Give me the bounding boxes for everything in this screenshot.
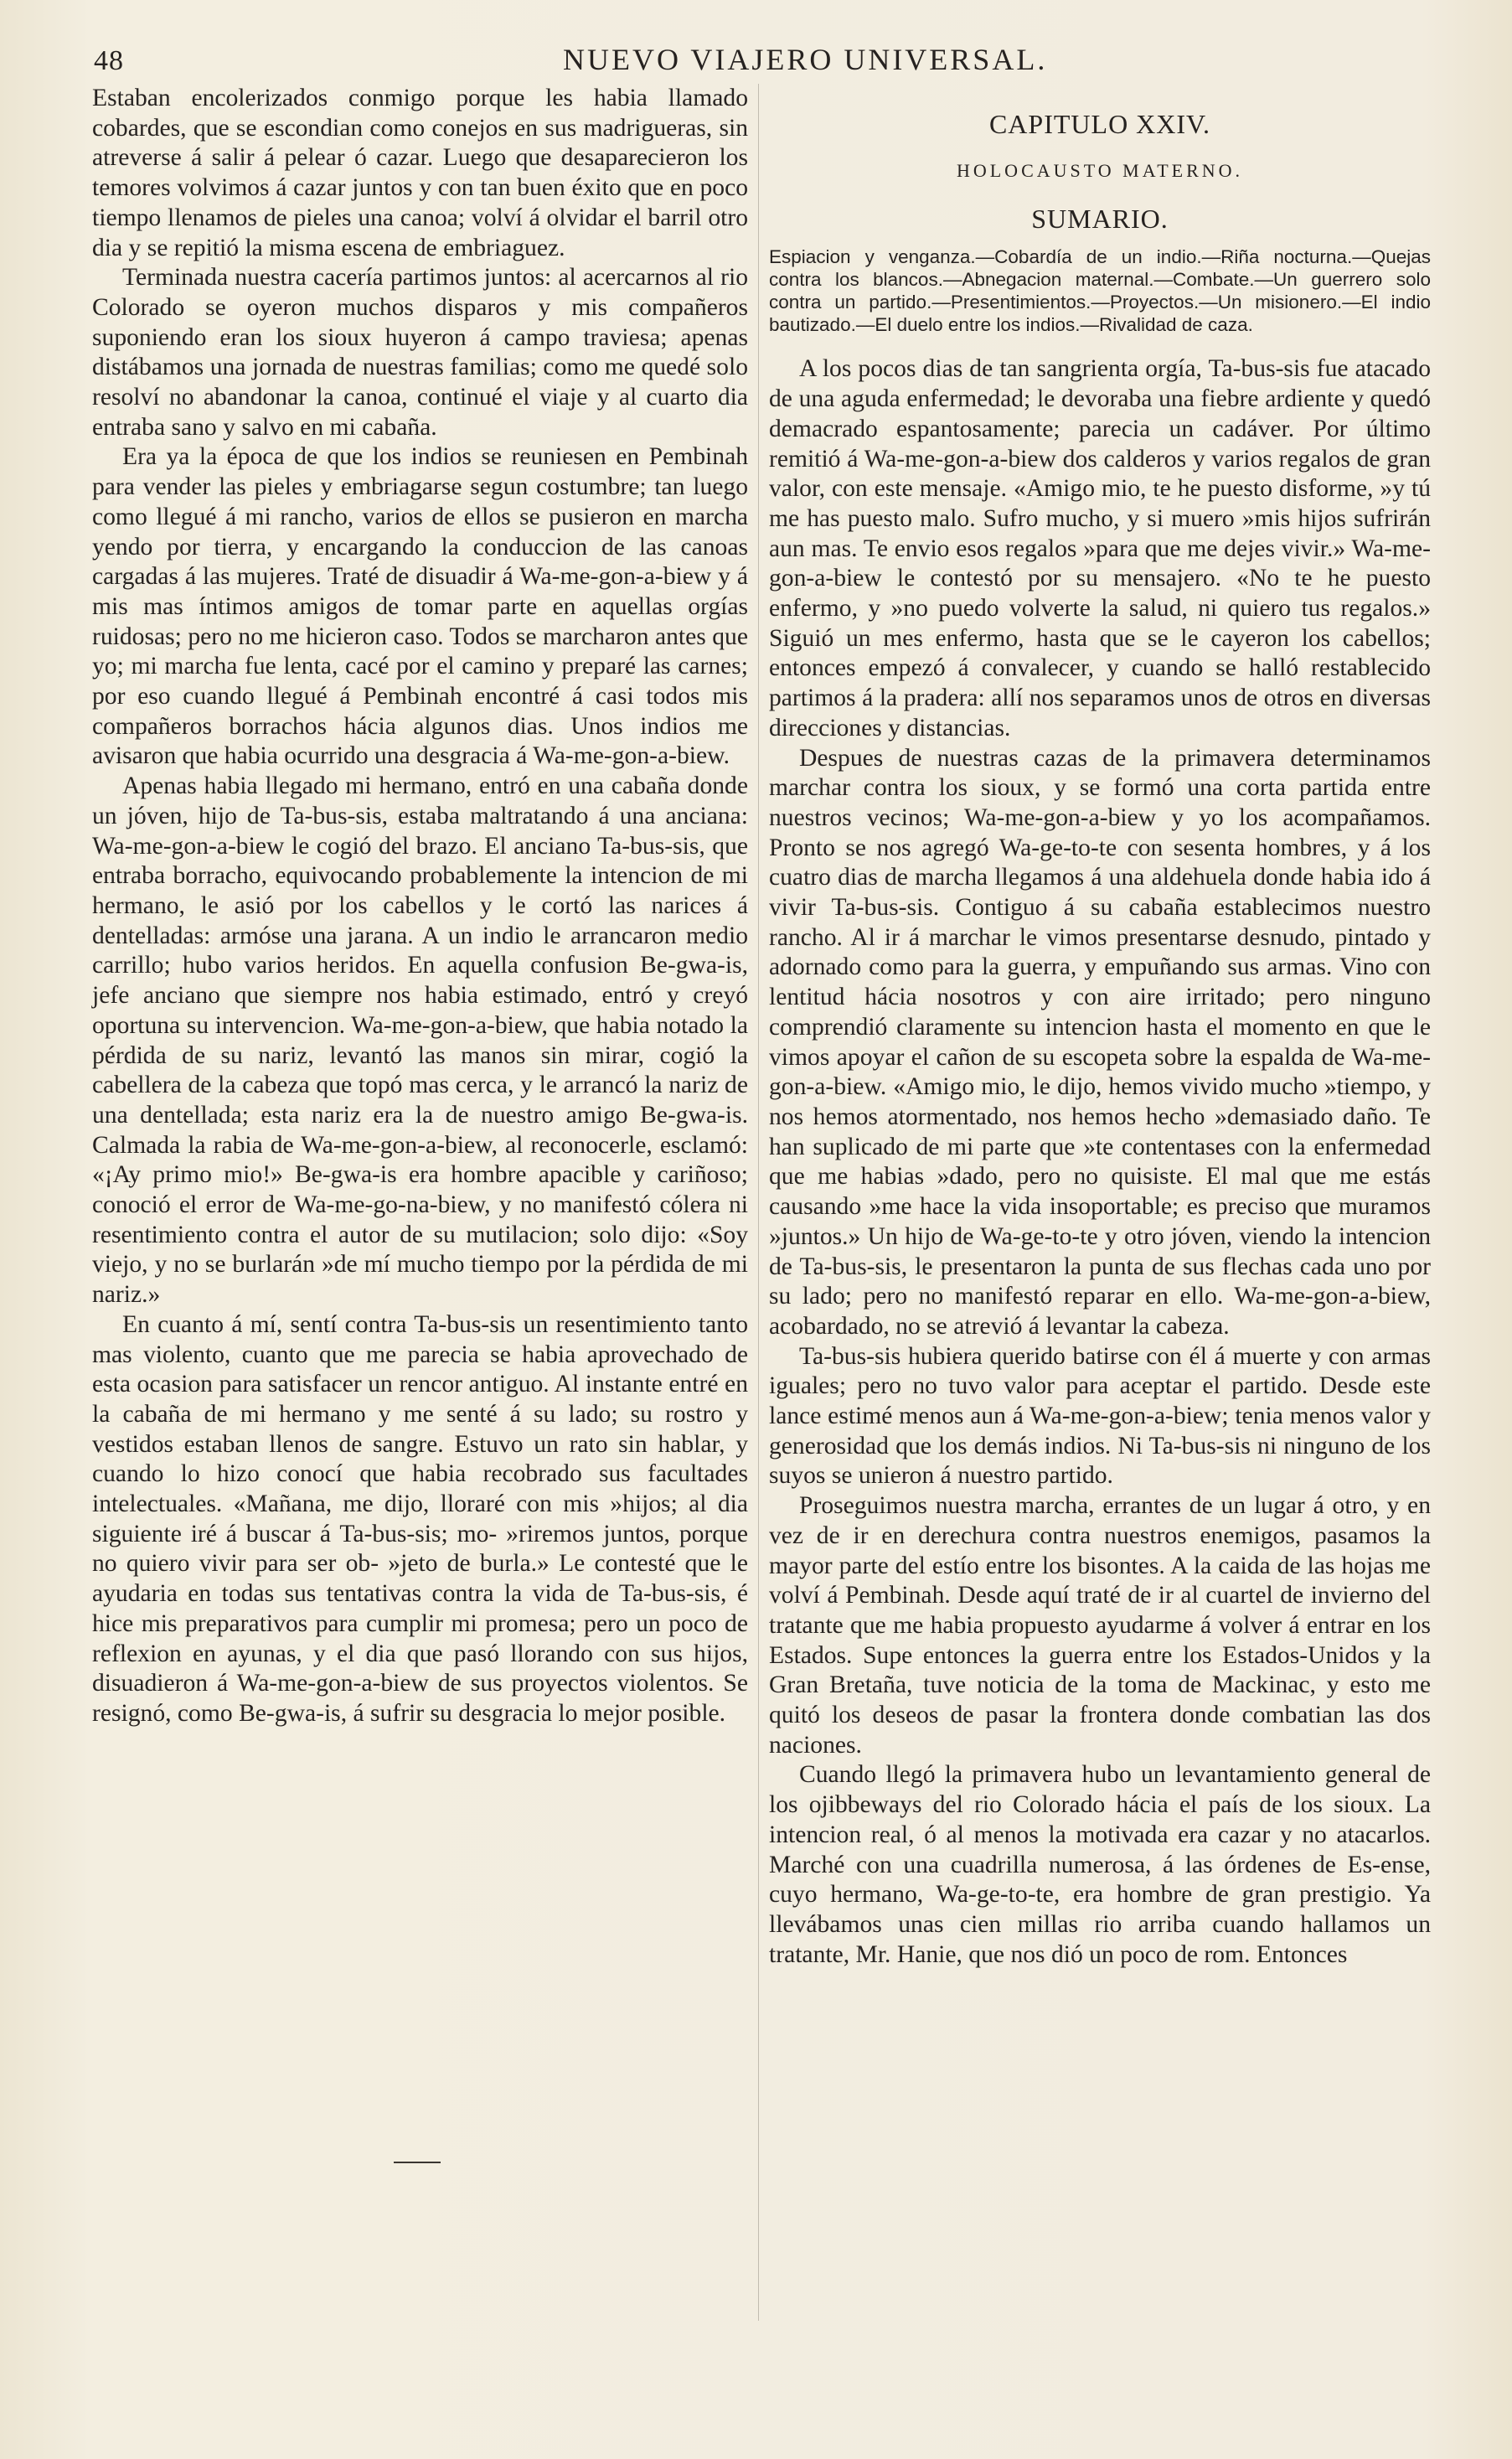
running-title: NUEVO VIAJERO UNIVERSAL. <box>563 43 1048 76</box>
chapter-subtitle: HOLOCAUSTO MATERNO. <box>956 160 1244 181</box>
chapter-title: CAPITULO XXIV. <box>988 109 1211 139</box>
left-paragraph-3: Era ya la época de que los indios se reuniesen en Pembinah para vender las pieles y embriagarse segun costumbre; tan luego como llegué á mi rancho, varios de ellos se pusieron en marcha yendo por tierra, y encargando la conduccion de las canoas cargadas á las mujeres. Traté de disuadir á Wa-me-gon-a-biew y á mis mas íntimos amigos de tomar parte en aquellas orgías ruidosas; pero no me hicieron caso. Todos se marcharon antes que yo; mi marcha fue lenta, cacé por el camino y preparé las carnes; por eso cuando llegué á Pembinah encontré á casi todos mis compañeros borrachos hácia algunos dias. Unos indios me avisaron que habia ocurrido una desgracia á Wa-me-gon-a-biew. <box>92 443 748 770</box>
left-paragraph-4: Apenas habia llegado mi hermano, entró en una cabaña donde un jóven, hijo de Ta-bus-sis, estaba maltratando á una anciana: Wa-me-gon-a-biew le cogió del brazo. El anciano Ta-bus-sis, que entraba borracho, equivocando probablemente la intencion de mi hermano, le asió por los cabellos y le cortó las narices á dentelladas: armóse una jarana. A un indio le arrancaron medio carrillo; hubo varios heridos. En aquella confusion Be-gwa-is, jefe anciano que siempre nos habia estimado, entró y creyó oportuna su intervencion. Wa-me-gon-a-biew, que habia notado la pérdida de su nariz, levantó las manos sin mirar, cogió la cabellera de la cabeza que topó mas cerca, y le arrancó la nariz de una dentellada; esta nariz era la de nuestro amigo Be-gwa-is. Calmada la rabia de Wa-me-gon-a-biew, al reconocerle, esclamó: «¡Ay primo mio!» Be-gwa-is era hombre apacible y cariñoso; conoció el error de Wa-me-go-na-biew, y no manifestó cólera ni resentimiento contra el autor de su mutilacion; solo dijo: «Soy viejo, y no se burlarán »de mí mucho tiempo por la pérdida de mi nariz.» <box>92 772 748 1309</box>
section-end-rule <box>394 2162 441 2163</box>
page-number: 48 <box>94 45 124 76</box>
right-column <box>769 107 1431 1970</box>
right-paragraph-1: A los pocos dias de tan sangrienta orgía, Ta-bus-sis fue atacado de una aguda enfermedad; le devoraba una fiebre ardiente y quedó demacrado espantosamente; parecia un cadáver. Por último remitió á Wa-me-gon-a-biew dos calderos y varios regalos de gran valor, con este mensaje. «Amigo mio, te he puesto disforme, »y tú me has puesto malo. Sufro mucho, y si muero »mis hijos sufrirán aun mas. Te envio esos regalos »para que me dejes vivir.» Wa-me-gon-a-biew le contestó por su mensajero. «No te he puesto enfermo, y »no puedo volverte la salud, ni quiero tus regalos.» Siguió un mes enfermo, hasta que se le cayeron los cabellos; entonces empezó á convalecer, y cuando se halló restablecido partimos á la pradera: allí nos separamos unos de otros en diversas direcciones y distancias. <box>769 355 1431 741</box>
chapter-summary: Espiacion y venganza.—Cobardía de un indio.—Riña nocturna.—Quejas contra los blancos.—Abnegacion maternal.—Combate.—Un guerrero solo contra un partido.—Presentimientos.—Proyectos.—Un misionero.—El indio bautizado.—El duelo entre los indios.—Rivalidad de caza. <box>769 246 1431 336</box>
left-column <box>92 84 748 1729</box>
right-paragraph-4: Proseguimos nuestra marcha, errantes de un lugar á otro, y en vez de ir en derechura contra nuestros enemigos, pasamos la mayor parte del estío entre los bisontes. A la caida de las hojas me volví á Pembinah. Desde aquí traté de ir al cuartel de invierno del tratante que me habia propuesto ayudarme á volver á entrar en los Estados. Supe entonces la guerra entre los Estados-Unidos y la Gran Bretaña, tuve noticia de la toma de Mackinac, y esto me quitó los deseos de pasar la frontera donde combatian las dos naciones. <box>769 1492 1431 1759</box>
left-paragraph-2: Terminada nuestra cacería partimos juntos: al acercarnos al rio Colorado se oyeron muchos disparos y mis compañeros suponiendo eran los sioux huyeron á campo traviesa; apenas distábamos una jornada de nuestras familias; como me quedé solo resolví no abandonar la canoa, continué el viaje y al cuarto dia entraba sano y salvo en mi cabaña. <box>92 264 748 441</box>
page-header <box>94 39 1434 80</box>
right-paragraph-5: Cuando llegó la primavera hubo un levantamiento general de los ojibbeways del rio Colorado hácia el país de los sioux. La intencion real, ó al menos la motivada era cazar y no atacarlos. Marché con una cuadrilla numerosa, á las órdenes de Es-ense, cuyo hermano, Wa-ge-to-te, era hombre de gran prestigio. Ya llevábamos unas cien millas rio arriba cuando hallamos un tratante, Mr. Hanie, que nos dió un poco de rom. Entonces <box>769 1761 1431 1968</box>
left-paragraph-1: Estaban encolerizados conmigo porque les habia llamado cobardes, que se escondian como conejos en sus madrigueras, sin atreverse á salir á pelear ó cazar. Luego que desaparecieron los temores volvimos á cazar juntos y con tan buen éxito que en poco tiempo llenamos de pieles una canoa; volví á olvidar el barril otro dia y se repitió la misma escena de embriaguez. <box>92 85 748 261</box>
column-divider <box>758 84 759 2321</box>
right-paragraph-2: Despues de nuestras cazas de la primavera determinamos marchar contra los sioux, y se formó una corta partida entre nuestros vecinos; Wa-me-gon-a-biew y yo los acompañamos. Pronto se nos agregó Wa-ge-to-te con sesenta hombres, y á los cuatro dias de marcha llegamos á una aldehuela donde habia ido á vivir Ta-bus-sis. Contiguo á su cabaña establecimos nuestro rancho. Al ir á marchar le vimos presentarse desnudo, pintado y adornado como para la guerra, y empuñando sus armas. Vino con lentitud hácia nosotros y con aire irritado; pero ninguno comprendió claramente su intencion hasta el momento en que le vimos apoyar el cañon de su escopeta sobre la espalda de Wa-me-gon-a-biew. «Amigo mio, le dijo, hemos vivido mucho »tiempo, y nos hemos atormentado, nos hemos hecho »demasiado daño. Te han suplicado de mi parte que »te contentases con la enfermedad que me habias »dado, pero no quisiste. El mal que me estás causando »me hace la vida insoportable; es preciso que muramos »juntos.» Un hijo de Wa-ge-to-te y otro jóven, viendo la intencion de Ta-bus-sis, le presentaron la punta de sus flechas cada uno por su lado; pero no manifestó reparar en ello. Wa-me-gon-a-biew, acobardado, no se atrevió á levantar la cabeza. <box>769 744 1431 1340</box>
summary-heading: SUMARIO. <box>1031 203 1169 234</box>
left-paragraph-5: En cuanto á mí, sentí contra Ta-bus-sis un resentimiento tanto mas violento, cuanto que me parecia se habia aprovechado de esta ocasion para satisfacer un rencor antiguo. Al instante entré en la cabaña de mi hermano y me senté á su lado; su rostro y vestidos estaban llenos de sangre. Estuvo un rato sin hablar, y cuando lo hizo conocí que habia recobrado sus facultades intelectuales. «Mañana, me dijo, lloraré con mis »hijos; al dia siguiente iré á buscar á Ta-bus-sis; mo- »riremos juntos, porque no quiero vivir para ser ob- »jeto de burla.» Le contesté que le ayudaria en todas sus tentativas contra la vida de Ta-bus-sis, é hice mis preparativos para cumplir mi promesa; pero un poco de reflexion en ayunas, y el dia que pasó llorando con sus hijos, disuadieron á Wa-me-gon-a-biew de sus proyectos violentos. Se resignó, como Be-gwa-is, á sufrir su desgracia lo mejor posible. <box>92 1310 748 1727</box>
right-paragraph-3: Ta-bus-sis hubiera querido batirse con él á muerte y con armas iguales; pero no tuvo valor para aceptar el partido. Desde este lance estimé menos aun á Wa-me-gon-a-biew; tenia menos valor y generosidad que los demás indios. Ni Ta-bus-sis ni ninguno de los suyos se unieron á nuestro partido. <box>769 1342 1431 1490</box>
